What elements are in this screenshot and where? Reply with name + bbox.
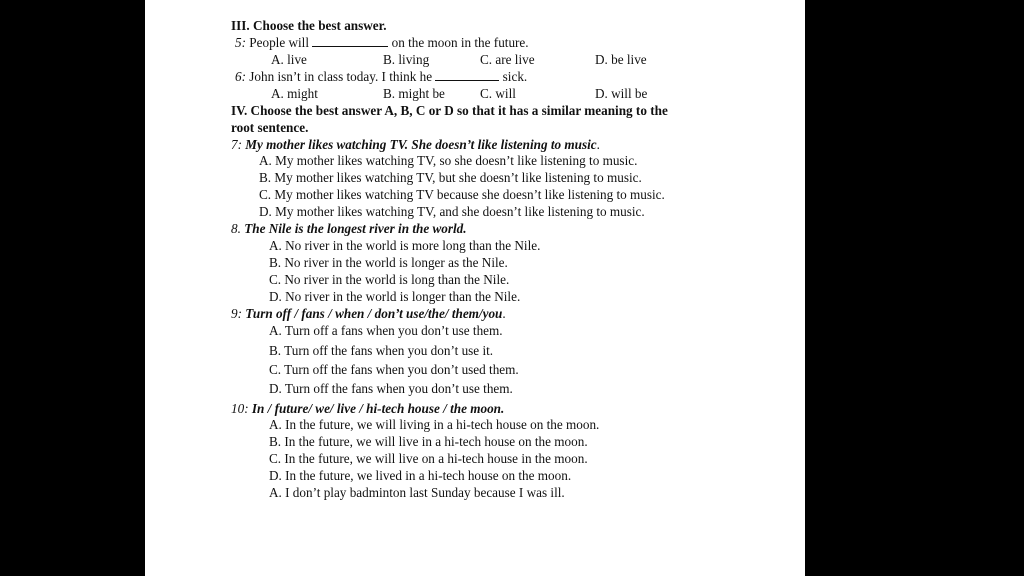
question-5-text-before: People will xyxy=(249,35,310,50)
q5-option-b: B. living xyxy=(383,52,430,67)
q10-option-a: A. In the future, we will living in a hi-tech house on the moon. xyxy=(269,417,600,432)
question-5 xyxy=(235,35,529,51)
document-page xyxy=(145,0,805,576)
q6-option-a: A. might xyxy=(271,86,318,101)
q7-option-a: A. My mother likes watching TV, so she doesn’t like listening to music. xyxy=(259,153,638,168)
question-6-text-before: John isn’t in class today. I think he xyxy=(249,69,433,84)
question-10 xyxy=(231,401,504,417)
question-6-number: 6: xyxy=(235,69,246,84)
q8-option-c: C. No river in the world is long than the Nile. xyxy=(269,272,510,287)
question-6-text-after: sick. xyxy=(502,69,528,84)
question-6-blank xyxy=(435,69,499,81)
q8-option-d: D. No river in the world is longer than the Nile. xyxy=(269,289,521,304)
question-9-prompt: Turn off / fans / when / don’t use/the/ them/you xyxy=(245,306,503,321)
question-5-blank xyxy=(312,35,388,47)
question-10-prompt: In / future/ we/ live / hi-tech house / the moon. xyxy=(251,401,505,416)
question-8-number: 8. xyxy=(231,221,241,236)
q5-option-d: D. be live xyxy=(595,52,647,67)
q5-option-a: A. live xyxy=(271,52,307,67)
question-7-end: . xyxy=(596,137,600,152)
question-5-number: 5: xyxy=(235,35,246,50)
q8-option-b: B. No river in the world is longer as the Nile. xyxy=(269,255,508,270)
section-3-heading: III. Choose the best answer. xyxy=(231,18,387,33)
question-7-number: 7: xyxy=(231,137,242,152)
question-9-end: . xyxy=(502,306,506,321)
section-4-heading-line-2: root sentence. xyxy=(231,120,309,135)
q8-option-a: A. No river in the world is more long than the Nile. xyxy=(269,238,541,253)
q9-option-c: C. Turn off the fans when you don’t used them. xyxy=(269,362,519,377)
question-8-prompt: The Nile is the longest river in the world. xyxy=(244,221,467,236)
section-4-heading-line-1: IV. Choose the best answer A, B, C or D so that it has a similar meaning to the xyxy=(231,103,668,118)
question-7-prompt: My mother likes watching TV. She doesn’t like listening to music xyxy=(245,137,597,152)
question-5-text-after: on the moon in the future. xyxy=(391,35,529,50)
question-9-number: 9: xyxy=(231,306,242,321)
question-6 xyxy=(235,69,527,85)
q7-option-b: B. My mother likes watching TV, but she doesn’t like listening to music. xyxy=(259,170,642,185)
q10-option-b: B. In the future, we will live in a hi-tech house on the moon. xyxy=(269,434,588,449)
q9-option-a: A. Turn off a fans when you don’t use them. xyxy=(269,323,503,338)
q7-option-d: D. My mother likes watching TV, and she doesn’t like listening to music. xyxy=(259,204,645,219)
question-10-number: 10: xyxy=(231,401,249,416)
q6-option-c: C. will xyxy=(480,86,516,101)
extra-option-a: A. I don’t play badminton last Sunday because I was ill. xyxy=(269,485,565,500)
q7-option-c: C. My mother likes watching TV because she doesn’t like listening to music. xyxy=(259,187,665,202)
q5-option-c: C. are live xyxy=(480,52,535,67)
q6-option-d: D. will be xyxy=(595,86,648,101)
q9-option-b: B. Turn off the fans when you don’t use it. xyxy=(269,343,494,358)
question-9 xyxy=(231,306,506,322)
question-8 xyxy=(231,221,467,237)
q10-option-c: C. In the future, we will live on a hi-tech house in the moon. xyxy=(269,451,588,466)
question-7 xyxy=(231,137,600,153)
q9-option-d: D. Turn off the fans when you don’t use them. xyxy=(269,381,513,396)
q6-option-b: B. might be xyxy=(383,86,445,101)
q10-option-d: D. In the future, we lived in a hi-tech house on the moon. xyxy=(269,468,572,483)
